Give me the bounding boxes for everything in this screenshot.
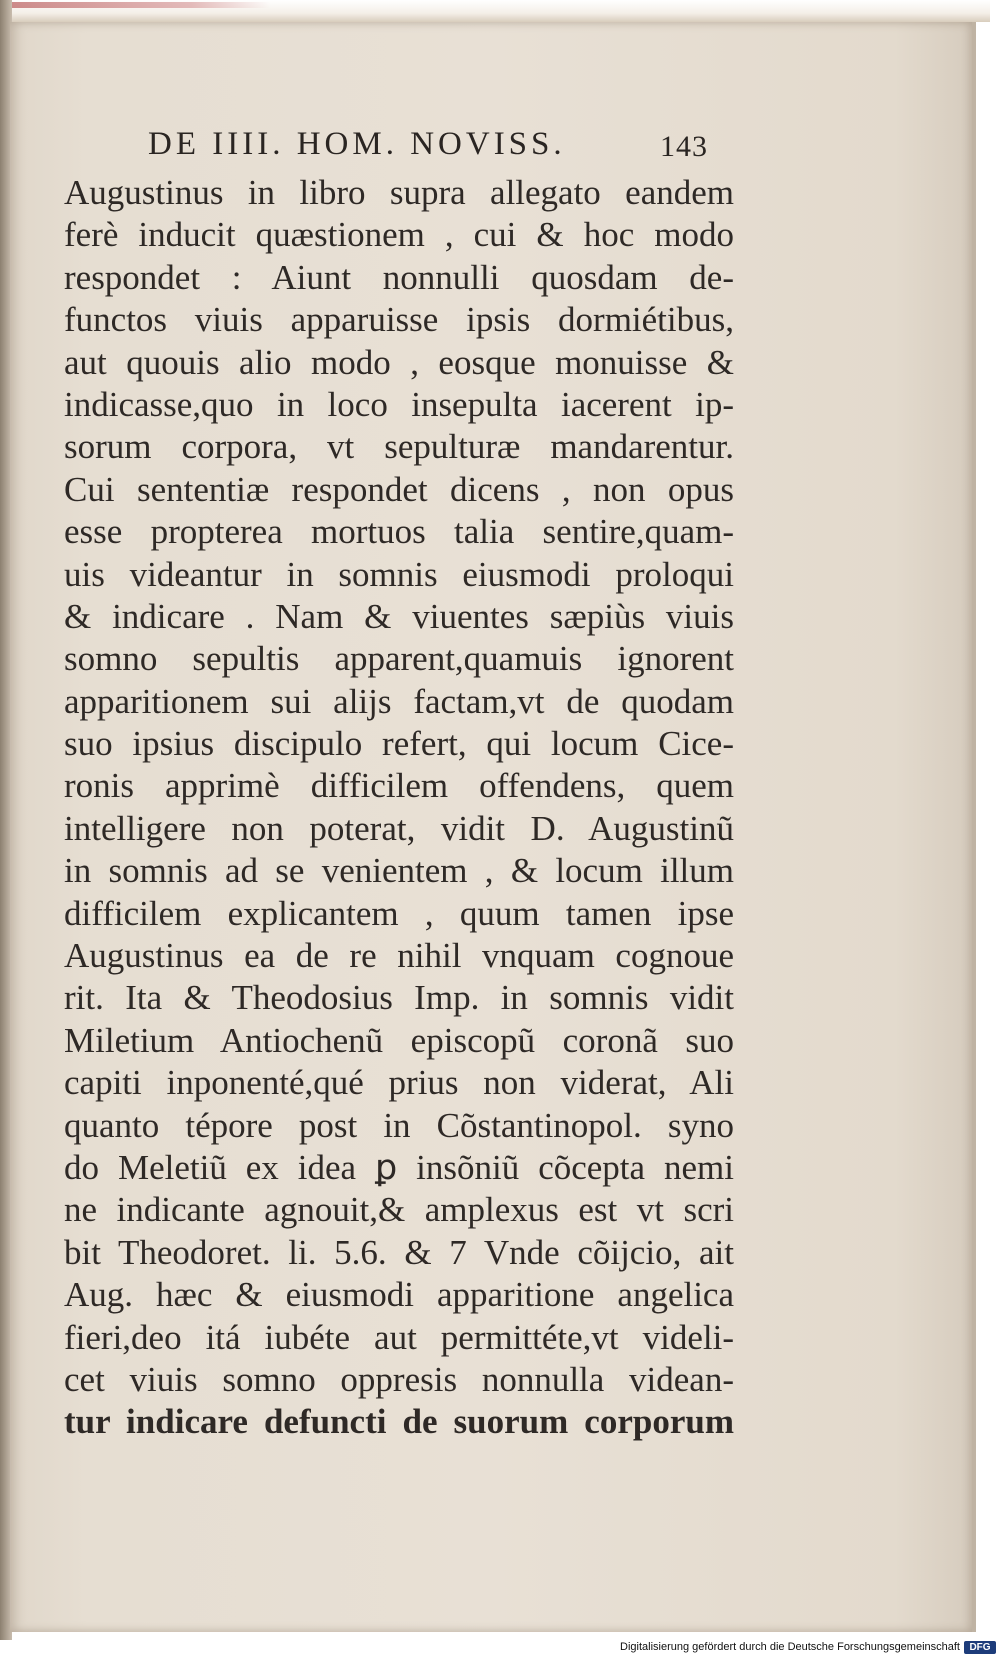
text-line: in somnis ad se venientem , & locum illum xyxy=(64,851,734,891)
page-header xyxy=(148,126,708,170)
text-line: functos viuis apparuisse ipsis dormiétibus, xyxy=(64,300,734,340)
text-line: somno sepultis apparent,quamuis ignorent xyxy=(64,639,734,679)
text-line-catchline: tur indicare defuncti de suorum corporum xyxy=(64,1402,734,1442)
binding-mark xyxy=(10,2,270,8)
text-line: ronis apprimè difficilem offendens, quem xyxy=(64,766,734,806)
text-line: uis videantur in somnis eiusmodi proloqui xyxy=(64,554,734,594)
text-line: Miletium Antiochenũ episcopũ coronã suo xyxy=(64,1020,734,1060)
text-line: ferè inducit quæstionem , cui & hoc modo xyxy=(64,215,734,255)
text-line: ne indicante agnouit,& amplexus est vt scri xyxy=(64,1190,734,1230)
text-line: fieri,deo itá iubéte aut permittéte,vt videli- xyxy=(64,1317,734,1357)
page-top-edge xyxy=(10,0,990,22)
text-line: quanto tépore post in Cõstantinopol. syno xyxy=(64,1105,734,1145)
text-line: respondet : Aiunt nonnulli quosdam de- xyxy=(64,257,734,297)
page-number: 143 xyxy=(660,130,708,163)
text-line: bit Theodoret. li. 5.6. & 7 Vnde cõijcio, ait xyxy=(64,1232,734,1272)
text-line: Aug. hæc & eiusmodi apparitione angelica xyxy=(64,1275,734,1315)
text-line: capiti inponenté,qué prius non viderat, Ali xyxy=(64,1063,734,1103)
text-line: esse propterea mortuos talia sentire,quam- xyxy=(64,512,734,552)
text-line: Cui sententiæ respondet dicens , non opus xyxy=(64,469,734,509)
text-line: cet viuis somno oppresis nonnulla videan- xyxy=(64,1359,734,1399)
book-page xyxy=(10,22,976,1632)
text-line: difficilem explicantem , quum tamen ipse xyxy=(64,893,734,933)
text-line: do Meletiũ ex idea ꝑ insõniũ cõcepta nemi xyxy=(64,1147,734,1187)
text-line: apparitionem sui alijs factam,vt de quodam xyxy=(64,681,734,721)
text-line: & indicare . Nam & viuentes sæpiùs viuis xyxy=(64,596,734,636)
body-text xyxy=(64,172,734,1444)
text-line: Augustinus ea de re nihil vnquam cognoue xyxy=(64,936,734,976)
footer-credit: Digitalisierung gefördert durch die Deutsche Forschungsgemeinschaft xyxy=(620,1641,960,1653)
running-head: DE IIII. HOM. NOVISS. xyxy=(148,126,566,162)
text-line: intelligere non poterat, vidit D. Augustinũ xyxy=(64,808,734,848)
text-line: Augustinus in libro supra allegato eandem xyxy=(64,173,734,212)
text-line: suo ipsius discipulo refert, qui locum Cice- xyxy=(64,724,734,764)
text-line: sorum corpora, vt sepulturæ mandarentur. xyxy=(64,427,734,467)
text-line: rit. Ita & Theodosius Imp. in somnis vidit xyxy=(64,978,734,1018)
text-line: indicasse,quo in loco insepulta iacerent ip- xyxy=(64,384,734,424)
text-line: aut quouis alio modo , eosque monuisse & xyxy=(64,342,734,382)
digitization-footer xyxy=(0,1640,1000,1656)
dfg-logo: DFG xyxy=(964,1641,996,1654)
